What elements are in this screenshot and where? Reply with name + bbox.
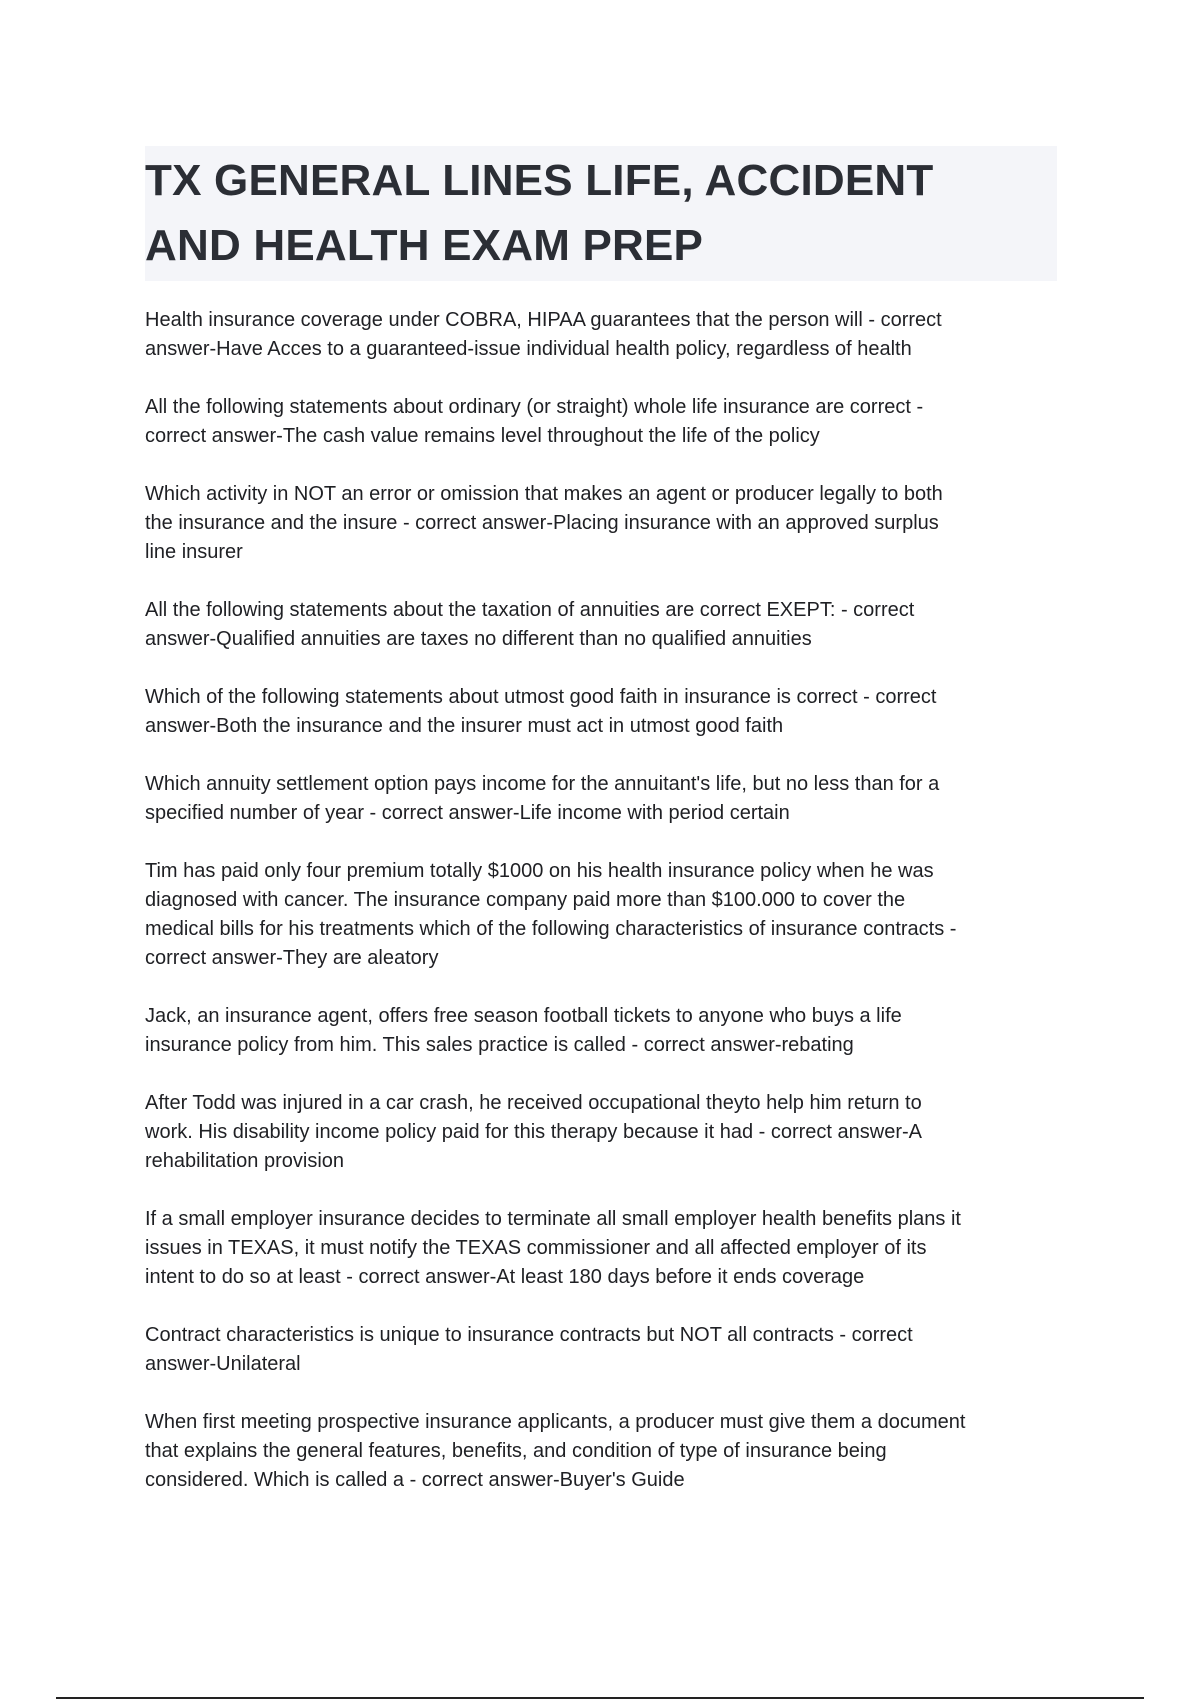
qa-item: When first meeting prospective insurance applicants, a producer must give them a document that explains the general features, benefits, and condition of type of insurance being considered. Which is called a - correct answer-Buyer's Guide <box>145 1411 966 1491</box>
qa-list <box>145 306 1065 1524</box>
page-bottom-divider <box>56 1697 1144 1699</box>
qa-item: All the following statements about ordinary (or straight) whole life insurance are correct - correct answer-The cash value remains level throughout the life of the policy <box>145 396 924 447</box>
qa-item: Contract characteristics is unique to insurance contracts but NOT all contracts - correct answer-Unilateral <box>145 1324 913 1375</box>
qa-item: Health insurance coverage under COBRA, HIPAA guarantees that the person will - correct answer-Have Acces to a guaranteed-issue individual health policy, regardless of health <box>145 309 942 360</box>
qa-item: If a small employer insurance decides to terminate all small employer health benefits plans it issues in TEXAS, it must notify the TEXAS commissioner and all affected employer of its intent to do so at least - correct answer-At least 180 days before it ends coverage <box>145 1208 961 1288</box>
page-title: TX GENERAL LINES LIFE, ACCIDENT AND HEALTH EXAM PREP <box>145 156 934 270</box>
qa-item: All the following statements about the taxation of annuities are correct EXEPT: - correct answer-Qualified annuities are taxes no different than no qualified annuities <box>145 599 915 650</box>
qa-item: Which activity in NOT an error or omission that makes an agent or producer legally to both the insurance and the insure - correct answer-Placing insurance with an approved surplus line insurer <box>145 483 943 563</box>
title-block <box>145 146 1057 281</box>
qa-item: Which of the following statements about utmost good faith in insurance is correct - correct answer-Both the insurance and the insurer must act in utmost good faith <box>145 686 937 737</box>
qa-item: After Todd was injured in a car crash, he received occupational theyto help him return to work. His disability income policy paid for this therapy because it had - correct answer-A rehabilitation provision <box>145 1092 922 1172</box>
qa-item: Jack, an insurance agent, offers free season football tickets to anyone who buys a life insurance policy from him. This sales practice is called - correct answer-rebating <box>145 1005 902 1056</box>
qa-item: Tim has paid only four premium totally $1000 on his health insurance policy when he was diagnosed with cancer. The insurance company paid more than $100.000 to cover the medical bills for his treatments which of the following characteristics of insurance contracts - correct answer-They are aleatory <box>145 860 957 969</box>
qa-item: Which annuity settlement option pays income for the annuitant's life, but no less than for a specified number of year - correct answer-Life income with period certain <box>145 773 940 824</box>
